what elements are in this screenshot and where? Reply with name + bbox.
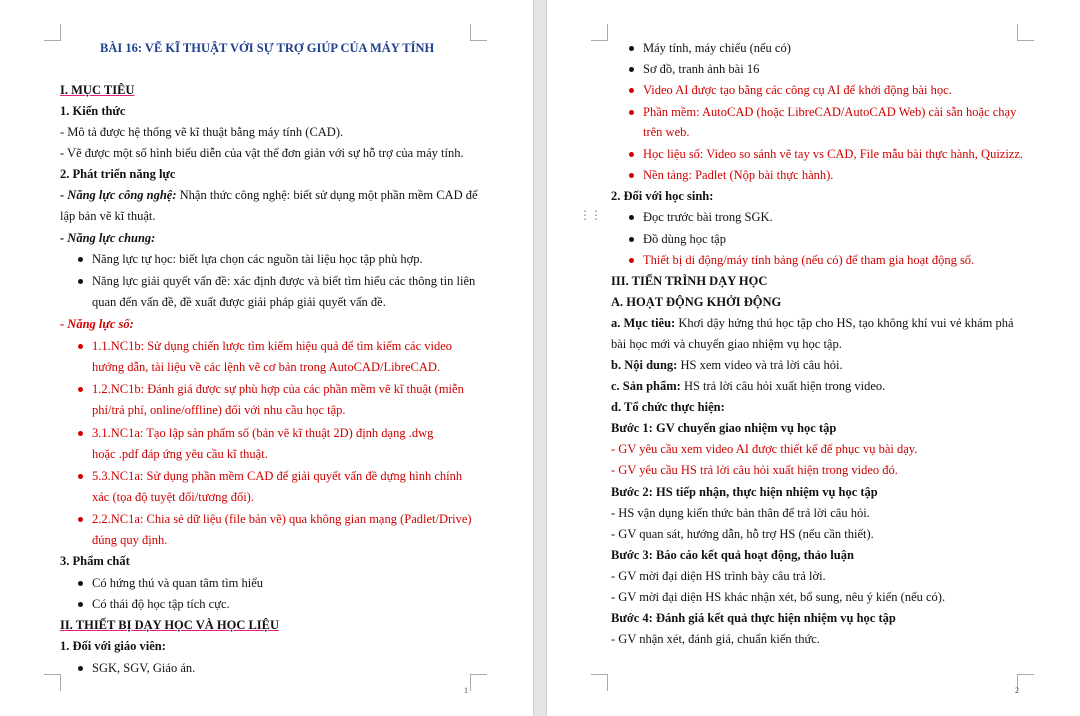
paragraph: c. Sản phẩm: HS trả lời câu hỏi xuất hiện trong video. [611, 379, 886, 393]
list-item: 1.2.NC1b: Đánh giá được sự phù hợp của các phần mềm vẽ kĩ thuật (miễn [92, 382, 464, 396]
drag-handle-icon[interactable]: ⋮⋮ [579, 208, 601, 222]
bullet-icon [78, 257, 83, 262]
page-number: 2 [1015, 686, 1019, 695]
list-item: 5.3.NC1a: Sử dụng phần mềm CAD để giải quyết vấn đề dựng hình chính [92, 469, 463, 483]
list-item: Video AI được tạo bằng các công cụ AI để khởi động bài học. [643, 83, 952, 97]
paragraph: bài học mới và chuyển giao nhiệm vụ học tập. [611, 337, 842, 351]
bullet-icon [629, 215, 634, 220]
bullet-icon [629, 258, 634, 263]
section-heading: III. TIẾN TRÌNH DẠY HỌC [611, 274, 768, 288]
list-item: Học liệu số: Video so sánh vẽ tay vs CAD, File mẫu bài thực hành, Quizizz. [643, 147, 1024, 161]
bullet-icon [629, 152, 634, 157]
document-title: BÀI 16: VẼ KĨ THUẬT VỚI SỰ TRỢ GIÚP CỦA MÁY TÍNH [100, 41, 435, 55]
list-item: Nền tảng: Padlet (Nộp bài thực hành). [643, 168, 834, 182]
list-item: Đọc trước bài trong SGK. [643, 210, 773, 224]
crop-mark [591, 24, 608, 41]
list-item: Có hứng thú và quan tâm tìm hiểu [92, 576, 263, 590]
crop-mark [1017, 674, 1034, 691]
crop-mark [44, 24, 61, 41]
section-heading: I. MỤC TIÊU [60, 83, 135, 97]
paragraph: - Năng lực công nghệ: Nhận thức công nghệ: biết sử dụng một phần mềm CAD để [60, 188, 478, 202]
paragraph: - GV quan sát, hướng dẫn, hỗ trợ HS (nếu cần thiết). [611, 527, 874, 541]
crop-mark [470, 674, 487, 691]
step-heading: Bước 4: Đánh giá kết quả thực hiện nhiệm vụ học tập [611, 611, 896, 625]
bullet-icon [78, 344, 83, 349]
subsection-heading: A. HOẠT ĐỘNG KHỞI ĐỘNG [611, 295, 782, 309]
crop-mark [44, 674, 61, 691]
list-item: Đồ dùng học tập [643, 232, 726, 246]
paragraph: - HS vận dụng kiến thức bản thân để trả lời câu hỏi. [611, 506, 870, 520]
bullet-icon [629, 88, 634, 93]
subsection-heading: 3. Phẩm chất [60, 554, 130, 568]
crop-mark [470, 24, 487, 41]
bullet-icon [629, 46, 634, 51]
document-page-1[interactable] [0, 0, 533, 716]
list-item: Sơ đồ, tranh ảnh bài 16 [643, 62, 760, 76]
bullet-icon [78, 387, 83, 392]
list-item: hoặc .pdf đáp ứng yêu cầu kĩ thuật. [92, 447, 268, 461]
subsection-heading: 2. Đối với học sinh: [611, 189, 714, 203]
paragraph: a. Mục tiêu: Khơi dậy hứng thú học tập cho HS, tạo không khí vui vẻ khám phá [611, 316, 1014, 330]
list-item: Phần mềm: AutoCAD (hoặc LibreCAD/AutoCAD Web) cài sẵn hoặc chạy [643, 105, 1017, 119]
paragraph: - GV yêu cầu xem video AI được thiết kế để phục vụ bài dạy. [611, 442, 918, 456]
paragraph: lập bản vẽ kĩ thuật. [60, 209, 156, 223]
bullet-icon [78, 474, 83, 479]
bullet-icon [78, 279, 83, 284]
paragraph: - Mô tả được hệ thống vẽ kĩ thuật bằng máy tính (CAD). [60, 125, 344, 139]
crop-mark [591, 674, 608, 691]
paragraph: - GV mời đại diện HS khác nhận xét, bổ sung, nêu ý kiến (nếu có). [611, 590, 946, 604]
list-item: hướng dẫn, tài liệu về các lệnh vẽ cơ bản trong AutoCAD/LibreCAD. [92, 360, 441, 374]
list-item: Năng lực tự học: biết lựa chọn các nguồn tài liệu học tập phù hợp. [92, 252, 423, 266]
list-item: phí/trả phí, online/offline) đối với nhu cầu học tập. [92, 403, 346, 417]
crop-mark [1017, 24, 1034, 41]
paragraph-label: - Năng lực số: [60, 317, 134, 331]
step-heading: Bước 1: GV chuyển giao nhiệm vụ học tập [611, 421, 837, 435]
bullet-icon [629, 237, 634, 242]
bullet-icon [78, 666, 83, 671]
step-heading: Bước 2: HS tiếp nhận, thực hiện nhiệm vụ học tập [611, 485, 878, 499]
page-gap [533, 0, 547, 716]
paragraph: - GV nhận xét, đánh giá, chuẩn kiến thức. [611, 632, 820, 646]
document-page-2[interactable] [547, 0, 1080, 716]
subsection-heading: 1. Đối với giáo viên: [60, 639, 166, 653]
list-item: Có thái độ học tập tích cực. [92, 597, 230, 611]
list-item: đúng quy định. [92, 533, 168, 547]
list-item: SGK, SGV, Giáo án. [92, 661, 196, 675]
paragraph: - GV yêu cầu HS trả lời câu hỏi xuất hiện trong video đó. [611, 463, 898, 477]
paragraph-label: - Năng lực chung: [60, 231, 156, 245]
list-item: xác (tọa độ tuyệt đối/tương đối). [92, 490, 254, 504]
paragraph: b. Nội dung: HS xem video và trả lời câu hỏi. [611, 358, 843, 372]
list-item: Máy tính, máy chiếu (nếu có) [643, 41, 791, 55]
bullet-icon [629, 67, 634, 72]
bullet-icon [78, 517, 83, 522]
bullet-icon [78, 431, 83, 436]
subsection-heading: 1. Kiến thức [60, 104, 126, 118]
step-heading: Bước 3: Báo cáo kết quả hoạt động, thảo luận [611, 548, 854, 562]
list-item: 2.2.NC1a: Chia sẻ dữ liệu (file bản vẽ) qua không gian mạng (Padlet/Drive) [92, 512, 472, 526]
subsection-heading: 2. Phát triển năng lực [60, 167, 176, 181]
bullet-icon [629, 173, 634, 178]
list-item: 1.1.NC1b: Sử dụng chiến lược tìm kiếm hiệu quả để tìm kiếm các video [92, 339, 453, 353]
list-item: Năng lực giải quyết vấn đề: xác định được và biết tìm hiểu các thông tin liên [92, 274, 476, 288]
list-item: Thiết bị di động/máy tính bảng (nếu có) để tham gia hoạt động số. [643, 253, 975, 267]
paragraph: - Vẽ được một số hình biểu diễn của vật thể đơn giản với sự hỗ trợ của máy tính. [60, 146, 464, 160]
bullet-icon [629, 110, 634, 115]
bullet-icon [78, 581, 83, 586]
section-heading: II. THIẾT BỊ DẠY HỌC VÀ HỌC LIỆU [60, 618, 280, 632]
bullet-icon [78, 602, 83, 607]
paragraph: - GV mời đại diện HS trình bày câu trả lời. [611, 569, 826, 583]
list-item: 3.1.NC1a: Tạo lập sản phẩm số (bản vẽ kĩ thuật 2D) định dạng .dwg [92, 426, 434, 440]
list-item: quan đến vấn đề, đề xuất được giải pháp giải quyết vấn đề. [92, 295, 386, 309]
paragraph-label: d. Tổ chức thực hiện: [611, 400, 725, 414]
list-item: trên web. [643, 125, 690, 139]
page-number: 1 [464, 686, 468, 695]
